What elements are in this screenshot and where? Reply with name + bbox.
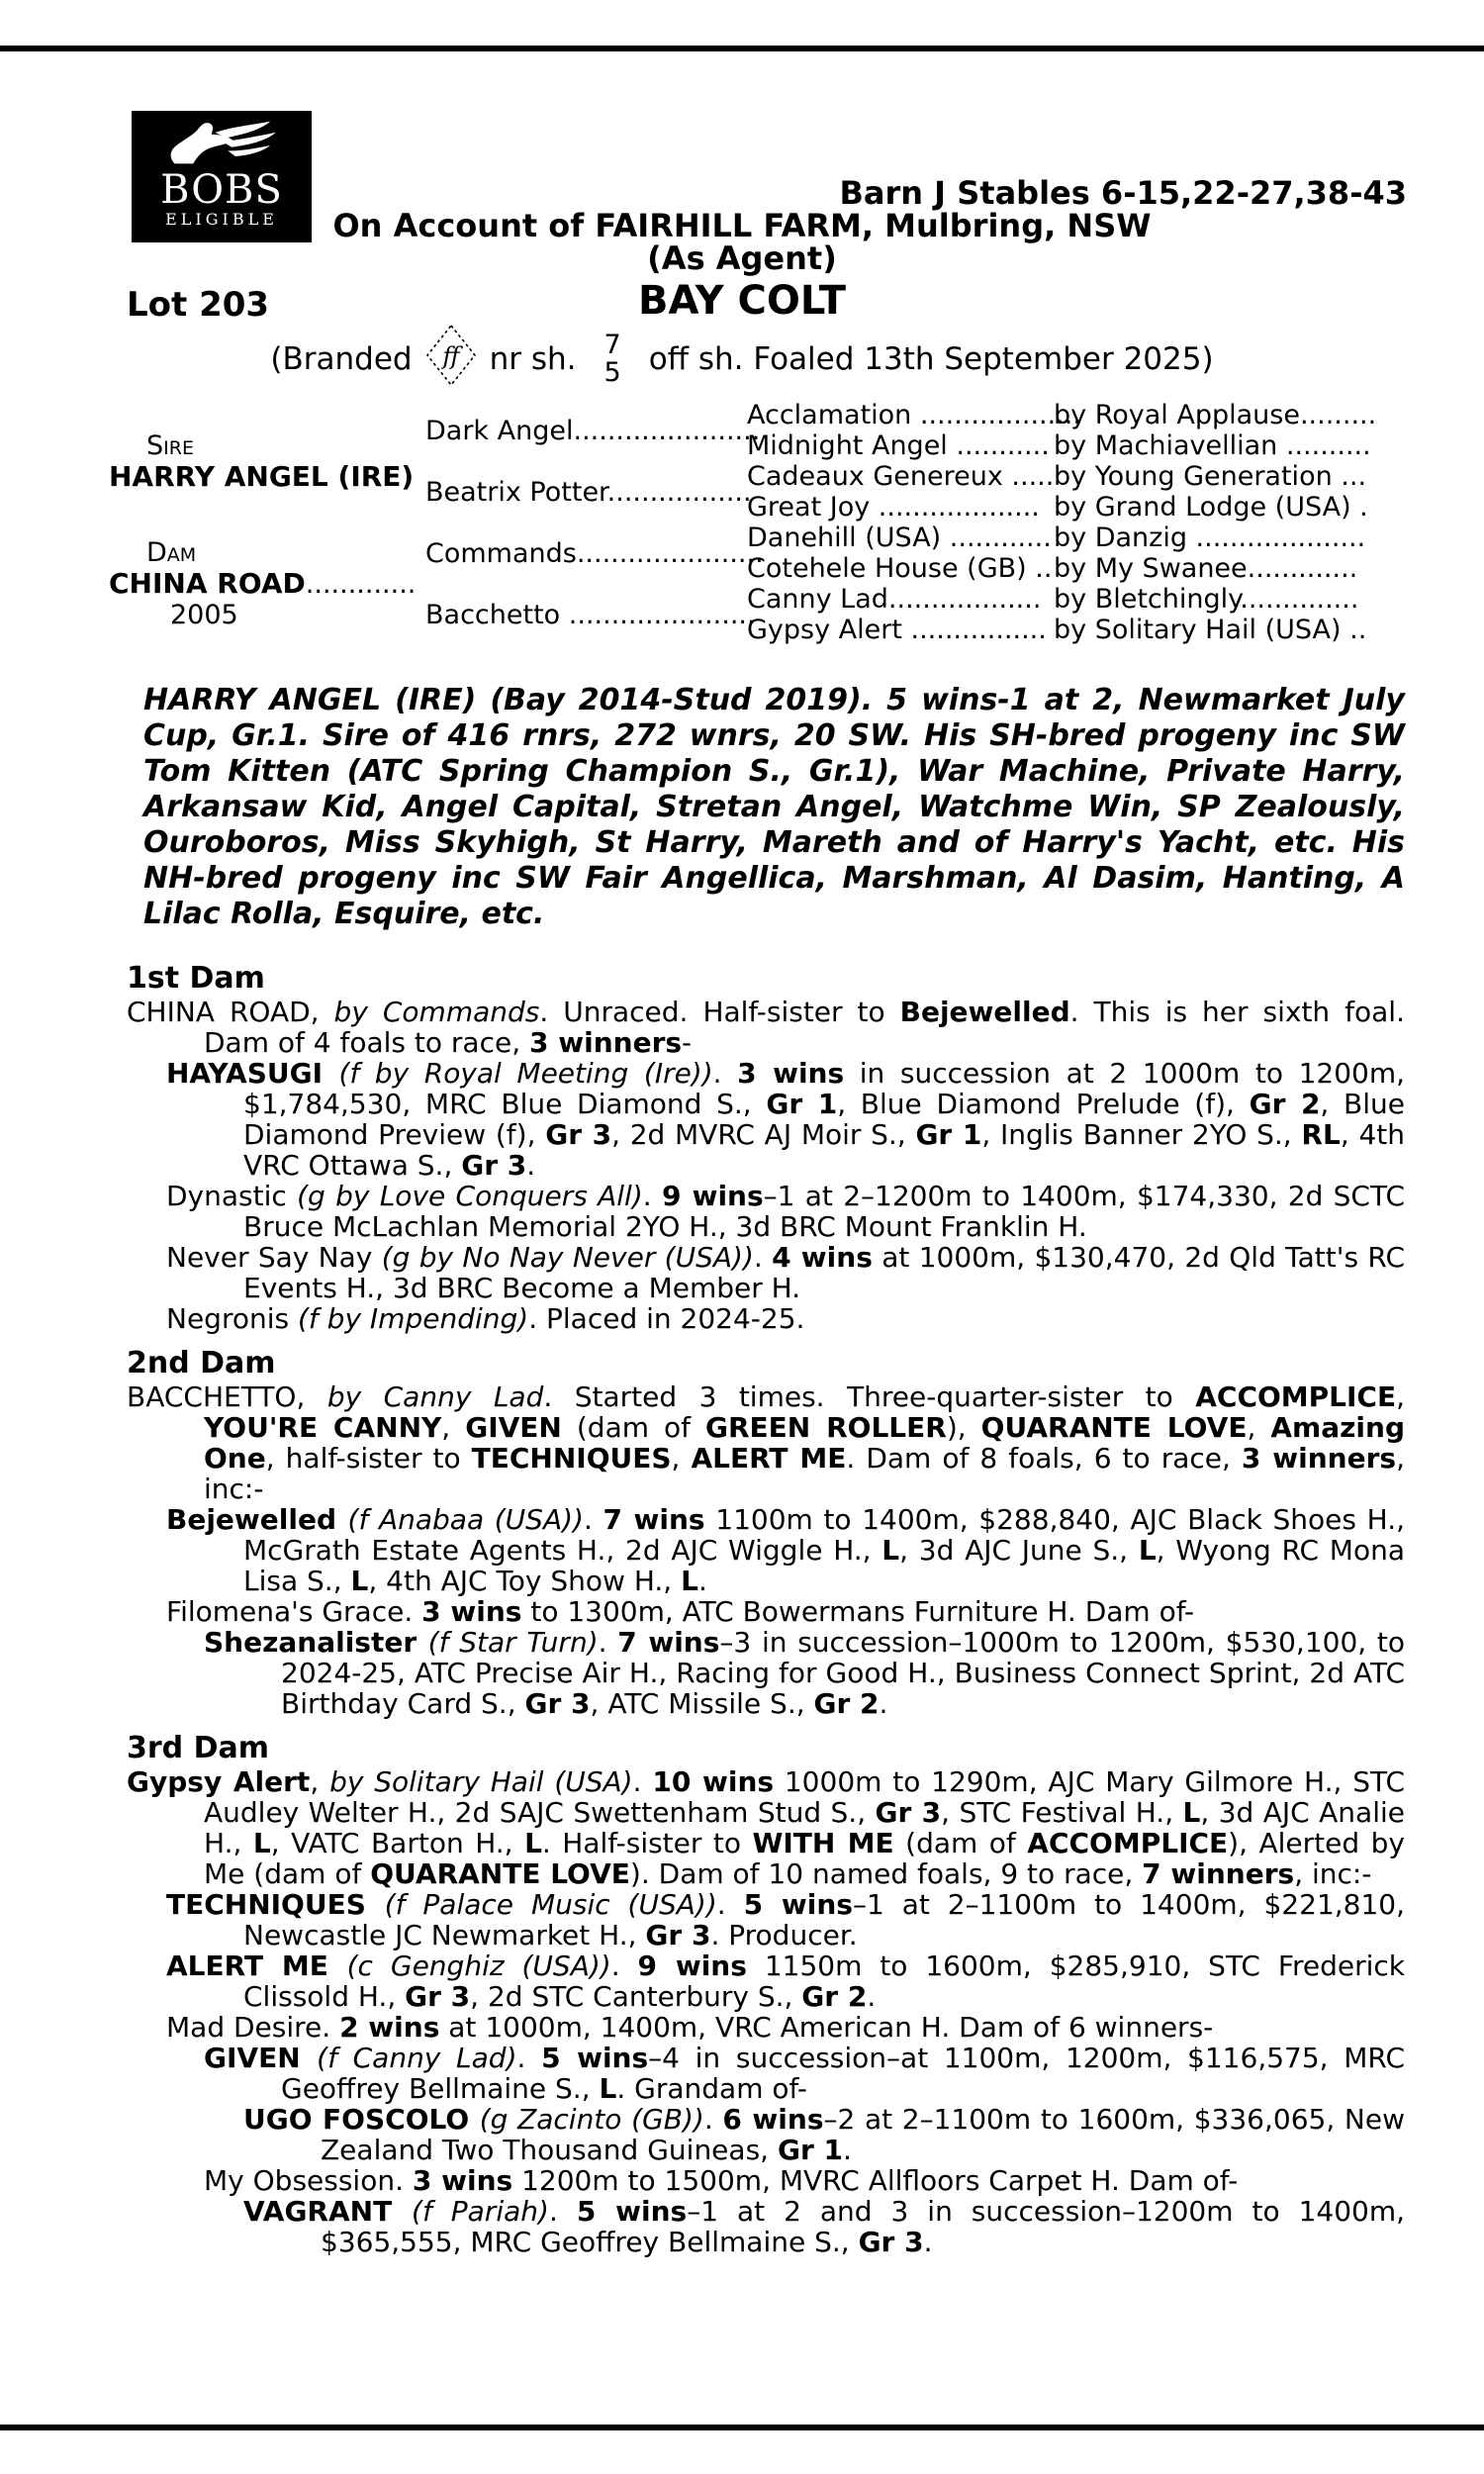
pedigree-entry	[243, 2196, 1405, 2257]
pedigree-entry	[127, 1766, 1405, 1889]
text-run: , Blue Diamond Preview (f),	[243, 1088, 1405, 1151]
text-run: ,	[671, 1442, 692, 1475]
text-run: 7 wins	[617, 1626, 720, 1659]
dam-block	[109, 523, 425, 645]
text-run: 10 wins	[652, 1765, 775, 1798]
brand-number	[604, 332, 621, 387]
text-run: Gr 3	[858, 2226, 924, 2258]
text-run: L	[1182, 1796, 1201, 1829]
text-run: in succession at 2 1000m to 1200m, $1,784,530, MRC Blue Diamond S.,	[243, 1057, 1405, 1120]
text-run: ). Dam of 10 named foals, 9 to race,	[629, 1857, 1143, 1890]
agent-line: (As Agent)	[647, 239, 837, 277]
pedigree-parent	[425, 523, 764, 584]
text-run: .	[879, 1687, 888, 1720]
text-run: Gr 1	[766, 1088, 838, 1120]
pedigree-grandparent: Midnight Angel ...........	[747, 430, 1050, 461]
text-run: 5 wins	[743, 1888, 853, 1921]
text-run: –1 at 2–1200m to 1400m, $174,330, 2d SCTC Bruce McLachlan Memorial 2YO H., 3d BRC Mount Franklin H.	[243, 1180, 1405, 1243]
text-run: ,	[441, 1411, 466, 1444]
pedigree-parent	[425, 584, 756, 645]
text-run: –4 in succession–at 1100m, 1200m, $116,575, MRC Geoffrey Bellmaine S.,	[281, 2042, 1405, 2105]
text-run: Gr 3	[645, 1919, 711, 1951]
pedigree-great-grandsire: by Solitary Hail (USA) ..	[1054, 615, 1367, 645]
page-title: BAY COLT	[637, 278, 847, 324]
text-run: -	[682, 1026, 693, 1059]
pedigree-entry	[204, 2043, 1405, 2104]
pedigree-entry	[166, 1181, 1405, 1242]
text-run: 4 wins	[772, 1241, 873, 1274]
text-run: Dynastic	[166, 1180, 298, 1212]
pedigree-grid	[109, 400, 1439, 645]
pedigree-grandparent: Acclamation ...................	[747, 400, 1081, 430]
text-run: VAGRANT	[243, 2195, 413, 2228]
text-run: Filomena's Grace.	[166, 1595, 422, 1628]
text-run: by Canny Lad	[326, 1380, 544, 1413]
text-run: 9 wins	[637, 1950, 747, 1982]
pedigree-entry	[243, 2104, 1405, 2165]
pedigree-entry	[166, 1889, 1405, 1951]
text-run: .	[753, 1241, 773, 1274]
text-run: ALERT ME	[691, 1442, 847, 1475]
text-run: Gr 2	[1249, 1088, 1321, 1120]
text-run: –1 at 2–1100m to 1400m, $221,810, Newcastle JC Newmarket H.,	[243, 1888, 1405, 1951]
text-run: . Producer.	[710, 1919, 858, 1951]
pedigree-entry	[166, 1242, 1405, 1303]
text-run: Gypsy Alert	[127, 1765, 311, 1798]
top-rule	[0, 46, 1484, 51]
text-run: 3 wins	[737, 1057, 845, 1090]
text-run: . Started 3 times. Three-quarter-sister to	[543, 1380, 1196, 1413]
text-run: TECHNIQUES	[471, 1442, 672, 1475]
sire-label: Sire	[146, 430, 194, 461]
text-run: L	[524, 1827, 542, 1859]
dam-name-line	[109, 568, 425, 600]
bottom-rule	[0, 2425, 1484, 2430]
text-run: Never Say Nay	[166, 1241, 382, 1274]
text-run: .	[703, 2103, 723, 2136]
horse-head-icon	[157, 118, 286, 169]
brand-letters: ff	[442, 342, 460, 370]
dam-year: 2005	[170, 600, 238, 630]
brand-number-bottom: 5	[603, 357, 621, 388]
text-run: Amazing One	[204, 1411, 1406, 1475]
pedigree-entry	[127, 1381, 1405, 1504]
pedigree-entry	[204, 2165, 1405, 2196]
text-run: , Wyong RC Mona Lisa S.,	[243, 1534, 1405, 1597]
text-run: HAYASUGI	[166, 1057, 339, 1090]
text-run: (g by Love Conquers All)	[297, 1180, 643, 1212]
text-run: .	[526, 1149, 536, 1182]
text-run: , 3d AJC June S.,	[899, 1534, 1139, 1567]
pedigree-parent	[425, 400, 761, 461]
text-run: Gr 3	[524, 1687, 591, 1720]
text-run: L	[599, 2072, 617, 2105]
text-run: to 1300m, ATC Bowermans Furniture H. Dam of-	[521, 1595, 1195, 1628]
dam-section-heading: 2nd Dam	[127, 1346, 276, 1380]
text-run: (f Anabaa (USA))	[347, 1503, 584, 1536]
logo-subtitle: ELIGIBLE	[165, 210, 278, 229]
sire-block	[109, 400, 425, 523]
text-run: .	[712, 1057, 738, 1090]
text-run: (f Star Turn)	[427, 1626, 599, 1659]
text-run: , VATC Barton H.,	[270, 1827, 525, 1859]
barn-line: Barn J Stables 6-15,22-27,38-43	[839, 174, 1407, 212]
text-run: (dam of	[893, 1827, 1028, 1859]
dam-name: CHINA ROAD	[109, 567, 306, 600]
text-run: ),	[946, 1411, 981, 1444]
text-run: RL	[1301, 1118, 1341, 1151]
text-run: L	[881, 1534, 900, 1567]
pedigree-parent-name: Dark Angel......................	[425, 415, 761, 446]
text-run: QUARANTE LOVE	[980, 1411, 1248, 1444]
text-run: .	[843, 2134, 852, 2166]
text-run: . Half-sister to	[541, 1827, 753, 1859]
pedigree-parent-name: Commands......................	[425, 537, 764, 569]
pedigree-great-grandsire: by Grand Lodge (USA) .	[1054, 492, 1368, 523]
pedigree-great-grandsire: by Danzig ....................	[1054, 523, 1366, 553]
text-run: WITH ME	[752, 1827, 894, 1859]
text-run: ALERT ME	[166, 1950, 347, 1982]
text-run: 6 wins	[722, 2103, 824, 2136]
text-run: (f Pariah)	[412, 2195, 549, 2228]
text-run: QUARANTE LOVE	[370, 1857, 630, 1890]
text-run: 7 wins	[603, 1503, 705, 1536]
text-run: (f by Royal Meeting (Ire))	[338, 1057, 713, 1090]
text-run: 3 winners	[1241, 1442, 1397, 1475]
text-run: . Placed in 2024-25.	[528, 1302, 805, 1335]
text-run: –3 in succession–1000m to 1200m, $530,100, to 2024-25, ATC Precise Air H., Racing for Good H., Business Connect Sprint, 2d ATC Birthday Card S.,	[281, 1626, 1406, 1720]
text-run: (f by Impending)	[298, 1302, 529, 1335]
text-run: L	[681, 1565, 698, 1597]
text-run: , STC Festival H.,	[941, 1796, 1183, 1829]
text-run: . This is her sixth foal. Dam of 4 foals to race,	[204, 996, 1405, 1059]
text-run: ACCOMPLICE	[1027, 1827, 1229, 1859]
text-run: .	[598, 1626, 618, 1659]
pedigree-great-grandsire: by Machiavellian ..........	[1054, 430, 1371, 461]
text-run: . Unraced. Half-sister to	[539, 996, 900, 1028]
pedigree-grandparent: Great Joy ...................	[747, 492, 1040, 523]
text-run: 2 wins	[339, 2011, 440, 2044]
text-run: by Commands	[333, 996, 540, 1028]
text-run: . Dam of 8 foals, 6 to race,	[846, 1442, 1242, 1475]
text-run: CHINA ROAD,	[127, 996, 334, 1028]
text-run: Gr 2	[801, 1980, 868, 2013]
text-run: TECHNIQUES	[166, 1888, 385, 1921]
text-run: GIVEN	[204, 2042, 318, 2074]
pedigree-grandparent: Danehill (USA) ............	[747, 523, 1052, 553]
branded-near-shoulder: nr sh.	[489, 341, 577, 377]
text-run: L	[1138, 1534, 1157, 1567]
text-run: .	[516, 2042, 542, 2074]
text-run: , Blue Diamond Prelude (f),	[837, 1088, 1250, 1120]
text-run: Mad Desire.	[166, 2011, 340, 2044]
text-run: Gr 1	[915, 1118, 982, 1151]
pedigree-entry	[166, 2012, 1405, 2043]
text-run: , 4th AJC Toy Show H.,	[368, 1565, 682, 1597]
text-run: (dam of	[561, 1411, 705, 1444]
text-run: , 3d AJC Analie H.,	[204, 1796, 1405, 1859]
pedigree-grandparent: Gypsy Alert ................	[747, 615, 1047, 645]
dam-section-heading: 3rd Dam	[127, 1731, 269, 1765]
text-run: Bejewelled	[166, 1503, 348, 1536]
sire-name: HARRY ANGEL (IRE)	[109, 460, 415, 493]
text-run: My Obsession.	[204, 2164, 413, 2197]
dam-label: Dam	[146, 537, 197, 568]
text-run: L	[350, 1565, 369, 1597]
text-run: 5 wins	[541, 2042, 649, 2074]
text-run: 3 wins	[421, 1595, 522, 1628]
text-run: at 1000m, $130,470, 2d Qld Tatt's RC Events H., 3d BRC Become a Member H.	[243, 1241, 1406, 1304]
text-run: L	[252, 1827, 271, 1859]
pedigree-great-grandsire: by Young Generation ...	[1054, 461, 1367, 492]
text-run: , ATC Missile S.,	[590, 1687, 814, 1720]
branded-suffix: off sh. Foaled 13th September 2025)	[648, 341, 1214, 377]
catalogue-body	[127, 653, 1405, 2257]
text-run: 3 winners	[529, 1026, 683, 1059]
text-run: (g Zacinto (GB))	[479, 2103, 704, 2136]
text-run: BACCHETTO,	[127, 1380, 327, 1413]
dam-dots: .............	[305, 569, 417, 600]
text-run: .	[716, 1888, 744, 1921]
text-run: 1000m to 1290m, AJC Mary Gilmore H., STC Audley Welter H., 2d SAJC Swettenham Stud S.,	[204, 1765, 1405, 1829]
text-run: , Inglis Banner 2YO S.,	[981, 1118, 1302, 1151]
pedigree-great-grandsire: by My Swanee.............	[1054, 553, 1358, 584]
lot-number: Lot 203	[127, 285, 270, 325]
text-run: ACCOMPLICE	[1195, 1380, 1397, 1413]
brand-mark-icon	[424, 323, 478, 396]
text-run: Shezanalister	[204, 1626, 428, 1659]
text-run: 9 wins	[661, 1180, 764, 1212]
branded-prefix: (Branded	[270, 341, 413, 377]
text-run: Gr 2	[813, 1687, 880, 1720]
text-run: GREEN ROLLER	[705, 1411, 947, 1444]
pedigree-great-grandsire: by Royal Applause.........	[1054, 400, 1377, 430]
text-run: 5 wins	[576, 2195, 688, 2228]
text-run: , 4th VRC Ottawa S.,	[243, 1118, 1405, 1182]
text-run: Gr 3	[545, 1118, 612, 1151]
text-run: ,	[1247, 1411, 1271, 1444]
branded-line	[0, 323, 1484, 396]
pedigree-grandparent: Cadeaux Genereux .....	[747, 461, 1055, 492]
text-run: YOU'RE CANNY	[204, 1411, 442, 1444]
dam-sections	[127, 962, 1405, 2257]
text-run: Negronis	[166, 1302, 298, 1335]
dam-section-heading: 1st Dam	[127, 961, 265, 996]
text-run: ,	[1396, 1380, 1406, 1413]
pedigree-grandparent: Canny Lad..................	[747, 584, 1042, 615]
text-run: by Solitary Hail (USA)	[329, 1765, 633, 1798]
text-run: .	[610, 1950, 638, 1982]
text-run: , inc:-	[1294, 1857, 1372, 1890]
pedigree-entry	[166, 1951, 1405, 2012]
text-run: .	[697, 1565, 707, 1597]
text-run: 7 winners	[1142, 1857, 1295, 1890]
text-run: (g by No Nay Never (USA))	[381, 1241, 754, 1274]
text-run: HARRY ANGEL (IRE) (Bay 2014-Stud 2019). 5 wins-1 at 2, Newmarket July Cup, Gr.1. Sire of 416 rnrs, 272 wnrs, 20 SW. His SH-bred progeny inc SW Tom Kitten (ATC Spring Champion S., Gr.1), War Machine, Private Harry, Arkansaw Kid, Angel Capital, Stretan Angel, Watchme Win, SP Zealously, Ouroboros, Miss Skyhigh, St Harry, Mareth and of Harry's Yacht, etc. His NH-bred progeny inc SW Fair Angellica, Marshman, Al Dasim, Hanting, A Lilac Rolla, Esquire, etc.	[143, 683, 1405, 931]
pedigree-great-grandsire: by Bletchingly..............	[1054, 584, 1359, 615]
pedigree-entry	[127, 997, 1405, 1058]
text-run: .	[642, 1180, 662, 1212]
text-run: Gr 3	[405, 1980, 471, 2013]
text-run: GIVEN	[465, 1411, 562, 1444]
text-run: .	[923, 2226, 933, 2258]
text-run: (c Genghiz (USA))	[346, 1950, 611, 1982]
text-run: –2 at 2–1100m to 1600m, $336,065, New Zealand Two Thousand Guineas,	[321, 2103, 1405, 2166]
text-run: .	[632, 1765, 653, 1798]
text-run: 1100m to 1400m, $288,840, AJC Black Shoes H., McGrath Estate Agents H., 2d AJC Wiggle H.,	[243, 1503, 1405, 1567]
text-run: . Grandam of-	[616, 2072, 807, 2105]
text-run: ), Alerted by Me (dam of	[204, 1827, 1405, 1890]
brand-number-top: 7	[603, 330, 621, 360]
pedigree-entry	[166, 1303, 1405, 1334]
pedigree-entry	[166, 1058, 1405, 1181]
text-run: .	[548, 2195, 577, 2228]
vendor-line: On Account of FAIRHILL FARM, Mulbring, NSW	[332, 207, 1152, 244]
text-run: (f Palace Music (USA))	[384, 1888, 717, 1921]
text-run: , inc:-	[204, 1442, 1405, 1505]
text-run: , 2d MVRC AJ Moir S.,	[611, 1118, 916, 1151]
text-run: ,	[310, 1765, 330, 1798]
pedigree-parent	[425, 461, 752, 523]
text-run: at 1000m, 1400m, VRC American H. Dam of 6 winners-	[439, 2011, 1214, 2044]
pedigree-entry	[166, 1504, 1405, 1596]
text-run: , half-sister to	[265, 1442, 472, 1475]
text-run: Gr 1	[777, 2134, 843, 2166]
text-run: , 2d STC Canterbury S.,	[470, 1980, 802, 2013]
text-run: .	[583, 1503, 603, 1536]
text-run: –1 at 2 and 3 in succession–1200m to 1400m, $365,555, MRC Geoffrey Bellmaine S.,	[321, 2195, 1406, 2258]
pedigree-parent-name: Beatrix Potter.................	[425, 476, 752, 508]
text-run: Gr 3	[875, 1796, 942, 1829]
text-run: Bejewelled	[899, 996, 1070, 1028]
sire-summary-paragraph	[143, 683, 1405, 932]
pedigree-parent-name: Bacchetto ......................	[425, 599, 756, 630]
text-run: (f Canny Lad)	[317, 2042, 517, 2074]
text-run: UGO FOSCOLO	[243, 2103, 480, 2136]
logo-title: BOBS	[160, 167, 283, 213]
pedigree-grandparent: Cotehele House (GB) ..	[747, 553, 1053, 584]
text-run: 3 wins	[412, 2164, 513, 2197]
text-run: 1200m to 1500m, MVRC Allfloors Carpet H. Dam of-	[512, 2164, 1239, 2197]
text-run: .	[867, 1980, 877, 2013]
text-run: Gr 3	[461, 1149, 527, 1182]
pedigree-entry	[204, 1627, 1405, 1719]
pedigree-entry	[166, 1596, 1405, 1627]
text-run: 1150m to 1600m, $285,910, STC Frederick Clissold H.,	[243, 1950, 1406, 2013]
